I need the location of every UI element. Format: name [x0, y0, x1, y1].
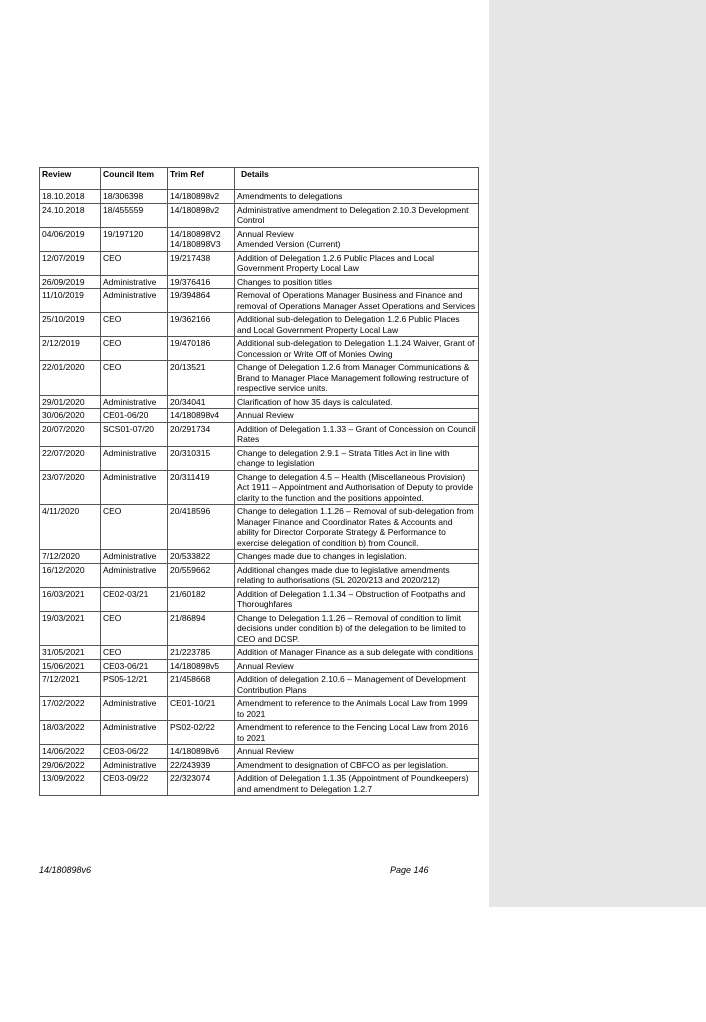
cell-trim-ref: PS02-02/22: [168, 721, 235, 745]
table-row: [40, 611, 479, 646]
footer-document-ref: 14/180898v6: [39, 865, 92, 875]
cell-trim-ref: 20/13521: [168, 361, 235, 396]
table-row: [40, 550, 479, 564]
cell-review-date: 30/06/2020: [40, 409, 101, 423]
cell-trim-ref: 19/376416: [168, 275, 235, 289]
cell-trim-ref: 20/34041: [168, 395, 235, 409]
cell-council-item: Administrative: [101, 758, 168, 772]
cell-trim-ref: 20/291734: [168, 422, 235, 446]
table-row: [40, 587, 479, 611]
cell-details: Clarification of how 35 days is calculated.: [235, 395, 479, 409]
cell-council-item: SCS01-07/20: [101, 422, 168, 446]
cell-details: Changes to position titles: [235, 275, 479, 289]
cell-trim-ref: 20/418596: [168, 505, 235, 550]
cell-trim-ref: 14/180898v2: [168, 190, 235, 204]
table-row: [40, 721, 479, 745]
cell-trim-ref: 21/223785: [168, 646, 235, 660]
cell-council-item: 18/306398: [101, 190, 168, 204]
cell-review-date: 20/07/2020: [40, 422, 101, 446]
cell-trim-ref: 19/362166: [168, 313, 235, 337]
cell-details: Addition of Delegation 1.1.34 – Obstruction of Footpaths and Thoroughfares: [235, 587, 479, 611]
cell-trim-ref: 20/533822: [168, 550, 235, 564]
cell-trim-ref: 19/394864: [168, 289, 235, 313]
cell-details: Addition of Delegation 1.2.6 Public Places and Local Government Property Local Law: [235, 251, 479, 275]
cell-details: Change to Delegation 1.1.26 – Removal of condition to limit decisions under condition b) of the delegation to be limited to CEO and DCSP.: [235, 611, 479, 646]
header-trim-ref: Trim Ref: [168, 168, 235, 190]
cell-trim-ref: 20/310315: [168, 446, 235, 470]
table-row: [40, 697, 479, 721]
cell-review-date: 18.10.2018: [40, 190, 101, 204]
cell-council-item: Administrative: [101, 470, 168, 505]
cell-details: Change to delegation 4.5 – Health (Miscellaneous Provision) Act 1911 – Appointment and Authorisation of Deputy to provide clarity to the function and the positions appointed.: [235, 470, 479, 505]
cell-details: Additional sub-delegation to Delegation 1.2.6 Public Places and Local Government Property Local Law: [235, 313, 479, 337]
cell-review-date: 4/11/2020: [40, 505, 101, 550]
cell-details: Amendment to reference to the Animals Local Law from 1999 to 2021: [235, 697, 479, 721]
table-row: [40, 422, 479, 446]
cell-council-item: CEO: [101, 251, 168, 275]
cell-council-item: 19/197120: [101, 227, 168, 251]
cell-details: Annual Review Amended Version (Current): [235, 227, 479, 251]
cell-trim-ref: 14/180898v2: [168, 203, 235, 227]
cell-details: Change of Delegation 1.2.6 from Manager Communications & Brand to Manager Place Management following restructure of respective service units.: [235, 361, 479, 396]
cell-review-date: 04/06/2019: [40, 227, 101, 251]
cell-council-item: CE02-03/21: [101, 587, 168, 611]
cell-review-date: 16/12/2020: [40, 563, 101, 587]
cell-review-date: 14/06/2022: [40, 745, 101, 759]
cell-council-item: CEO: [101, 505, 168, 550]
cell-review-date: 31/05/2021: [40, 646, 101, 660]
cell-review-date: 23/07/2020: [40, 470, 101, 505]
cell-details: Annual Review: [235, 659, 479, 673]
table-row: [40, 337, 479, 361]
cell-trim-ref: 14/180898v5: [168, 659, 235, 673]
cell-details: Annual Review: [235, 745, 479, 759]
cell-trim-ref: 20/559662: [168, 563, 235, 587]
review-history-table: [39, 167, 479, 796]
cell-council-item: CEO: [101, 361, 168, 396]
cell-details: Annual Review: [235, 409, 479, 423]
cell-details: Amendments to delegations: [235, 190, 479, 204]
cell-review-date: 22/01/2020: [40, 361, 101, 396]
cell-trim-ref: 22/243939: [168, 758, 235, 772]
cell-trim-ref: 21/458668: [168, 673, 235, 697]
cell-council-item: Administrative: [101, 395, 168, 409]
cell-details: Addition of Delegation 1.1.33 – Grant of Concession on Council Rates: [235, 422, 479, 446]
cell-review-date: 12/07/2019: [40, 251, 101, 275]
table-row: [40, 673, 479, 697]
footer-page-number: Page 146: [390, 865, 429, 875]
cell-details: Removal of Operations Manager Business and Finance and removal of Operations Manager Asset Operations and Services: [235, 289, 479, 313]
header-council-item: Council Item: [101, 168, 168, 190]
table-header-row: [40, 168, 479, 190]
cell-review-date: 11/10/2019: [40, 289, 101, 313]
table-row: [40, 251, 479, 275]
cell-review-date: 24.10.2018: [40, 203, 101, 227]
cell-trim-ref: 14/180898v4: [168, 409, 235, 423]
cell-details: Changes made due to changes in legislation.: [235, 550, 479, 564]
cell-review-date: 16/03/2021: [40, 587, 101, 611]
cell-council-item: 18/455559: [101, 203, 168, 227]
cell-council-item: CE03-06/21: [101, 659, 168, 673]
table-row: [40, 505, 479, 550]
cell-details: Change to delegation 1.1.26 – Removal of sub-delegation from Manager Finance and Coordinator Rates & Accounts and ability for Director Corporate Strategy & Performance to exercise delegation of condition b) from Council.: [235, 505, 479, 550]
cell-council-item: CE01-06/20: [101, 409, 168, 423]
table-row: [40, 758, 479, 772]
cell-trim-ref: 14/180898v6: [168, 745, 235, 759]
table-row: [40, 409, 479, 423]
cell-review-date: 29/01/2020: [40, 395, 101, 409]
table-row: [40, 395, 479, 409]
cell-review-date: 13/09/2022: [40, 772, 101, 796]
cell-trim-ref: 21/60182: [168, 587, 235, 611]
cell-trim-ref: 19/470186: [168, 337, 235, 361]
table-row: [40, 646, 479, 660]
cell-details: Amendment to designation of CBFCO as per legislation.: [235, 758, 479, 772]
cell-council-item: Administrative: [101, 289, 168, 313]
table-row: [40, 289, 479, 313]
cell-council-item: Administrative: [101, 721, 168, 745]
table-row: [40, 659, 479, 673]
cell-council-item: Administrative: [101, 275, 168, 289]
cell-details: Addition of Manager Finance as a sub delegate with conditions: [235, 646, 479, 660]
cell-trim-ref: CE01-10/21: [168, 697, 235, 721]
cell-council-item: CEO: [101, 313, 168, 337]
table-row: [40, 275, 479, 289]
header-details: Details: [235, 168, 479, 190]
cell-details: Additional changes made due to legislative amendments relating to authorisations (SL 2020/213 and 2020/212): [235, 563, 479, 587]
cell-details: Addition of Delegation 1.1.35 (Appointment of Poundkeepers) and amendment to Delegation 1.2.7: [235, 772, 479, 796]
table-body: [40, 190, 479, 796]
cell-review-date: 2/12/2019: [40, 337, 101, 361]
cell-details: Addition of delegation 2.10.6 – Management of Development Contribution Plans: [235, 673, 479, 697]
cell-details: Amendment to reference to the Fencing Local Law from 2016 to 2021: [235, 721, 479, 745]
cell-review-date: 18/03/2022: [40, 721, 101, 745]
cell-council-item: CEO: [101, 337, 168, 361]
cell-details: Additional sub-delegation to Delegation 1.1.24 Waiver, Grant of Concession or Write Off of Monies Owing: [235, 337, 479, 361]
cell-trim-ref: 19/217438: [168, 251, 235, 275]
cell-council-item: CE03-09/22: [101, 772, 168, 796]
cell-council-item: Administrative: [101, 550, 168, 564]
cell-trim-ref: 21/86894: [168, 611, 235, 646]
cell-trim-ref: 14/180898V2 14/180898V3: [168, 227, 235, 251]
table-row: [40, 563, 479, 587]
cell-council-item: CEO: [101, 646, 168, 660]
cell-details: Change to delegation 2.9.1 – Strata Titles Act in line with change to legislation: [235, 446, 479, 470]
cell-council-item: Administrative: [101, 446, 168, 470]
cell-council-item: Administrative: [101, 563, 168, 587]
table-row: [40, 772, 479, 796]
cell-council-item: PS05-12/21: [101, 673, 168, 697]
cell-trim-ref: 20/311419: [168, 470, 235, 505]
table-row: [40, 227, 479, 251]
cell-review-date: 7/12/2021: [40, 673, 101, 697]
cell-details: Administrative amendment to Delegation 2.10.3 Development Control: [235, 203, 479, 227]
cell-council-item: CEO: [101, 611, 168, 646]
table-row: [40, 470, 479, 505]
cell-trim-ref: 22/323074: [168, 772, 235, 796]
table-row: [40, 745, 479, 759]
cell-review-date: 19/03/2021: [40, 611, 101, 646]
table-row: [40, 446, 479, 470]
header-review: Review: [40, 168, 101, 190]
cell-council-item: Administrative: [101, 697, 168, 721]
cell-review-date: 22/07/2020: [40, 446, 101, 470]
cell-review-date: 15/06/2021: [40, 659, 101, 673]
table-row: [40, 361, 479, 396]
cell-review-date: 17/02/2022: [40, 697, 101, 721]
table-row: [40, 190, 479, 204]
cell-review-date: 25/10/2019: [40, 313, 101, 337]
table-row: [40, 313, 479, 337]
comment-margin-panel: [489, 0, 706, 907]
cell-council-item: CE03-06/22: [101, 745, 168, 759]
table-row: [40, 203, 479, 227]
cell-review-date: 26/09/2019: [40, 275, 101, 289]
cell-review-date: 29/06/2022: [40, 758, 101, 772]
cell-review-date: 7/12/2020: [40, 550, 101, 564]
